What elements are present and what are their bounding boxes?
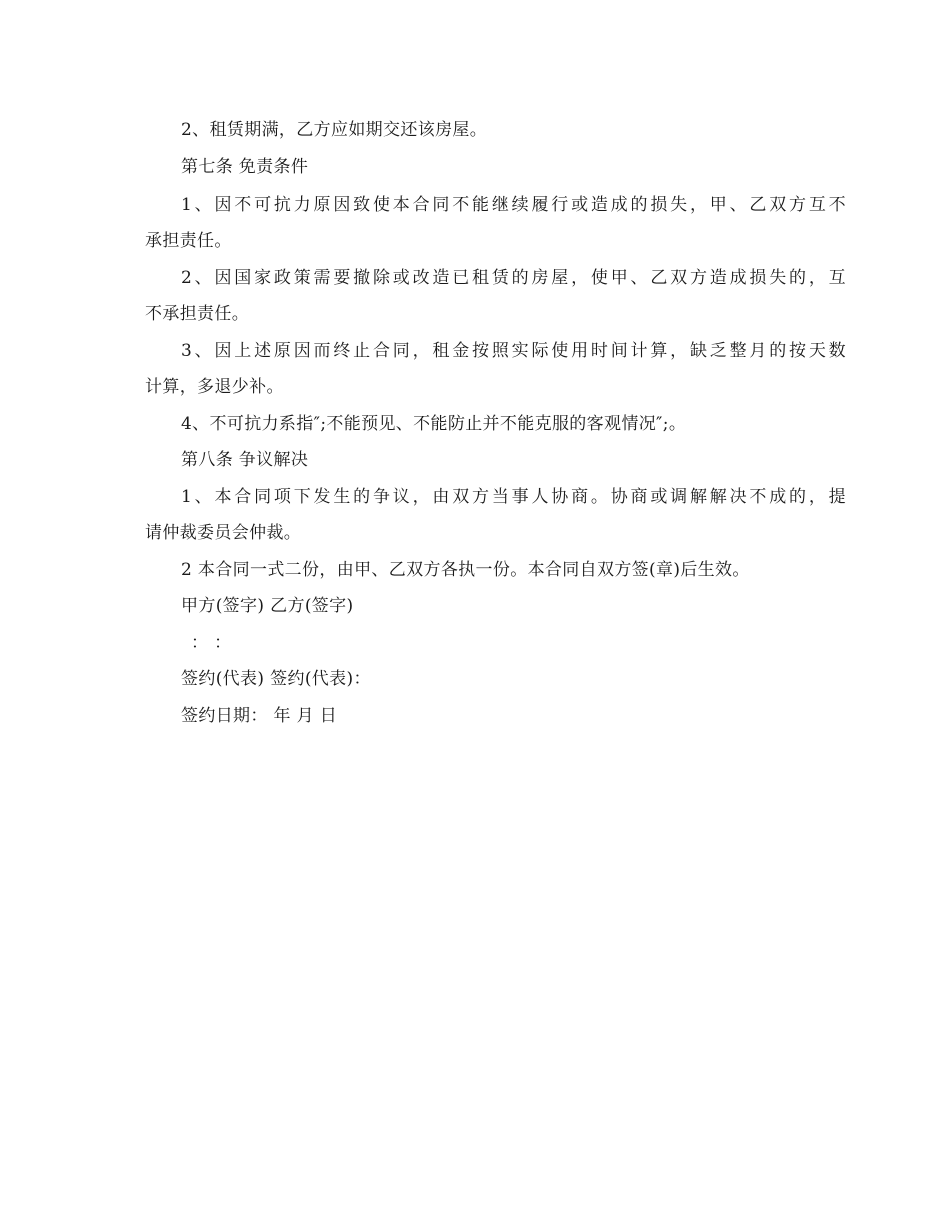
clause-7-item-1-line-1: 1、因不可抗力原因致使本合同不能继续履行或造成的损失，甲、乙双方互不 [181,195,846,215]
clause-7-item-3-line-1: 3、因上述原因而终止合同，租金按照实际使用时间计算，缺乏整月的按天数 [181,341,846,361]
article-7-heading: 第七条 免责条件 [181,157,309,177]
signature-colons: ： ： [191,633,232,653]
clause-7-item-1-line-2: 承担责任。 [145,231,232,251]
clause-8-item-1-line-2: 请仲裁委员会仲裁。 [145,523,302,543]
clause-7-item-4: 4、不可抗力系指″;不能预见、不能防止并不能克服的客观情况″;。 [181,414,687,434]
clause-8-item-2: 2 本合同一式二份，由甲、乙双方各执一份。本合同自双方签(章)后生效。 [181,560,750,580]
clause-6-item-2: 2、租赁期满，乙方应如期交还该房屋。 [181,120,488,140]
signature-party-labels: 甲方(签字) 乙方(签字) [181,596,354,616]
clause-8-item-1-line-1: 1、本合同项下发生的争议，由双方当事人协商。协商或调解解决不成的，提 [181,487,846,507]
article-8-heading: 第八条 争议解决 [181,450,309,470]
clause-7-item-3-line-2: 计算，多退少补。 [145,377,284,397]
clause-7-item-2-line-2: 不承担责任。 [145,304,250,324]
clause-7-item-2-line-1: 2、因国家政策需要撤除或改造已租赁的房屋，使甲、乙双方造成损失的，互 [181,268,846,288]
signing-date: 签约日期： 年 月 日 [181,706,338,726]
representative-labels: 签约(代表) 签约(代表)： [181,669,371,689]
